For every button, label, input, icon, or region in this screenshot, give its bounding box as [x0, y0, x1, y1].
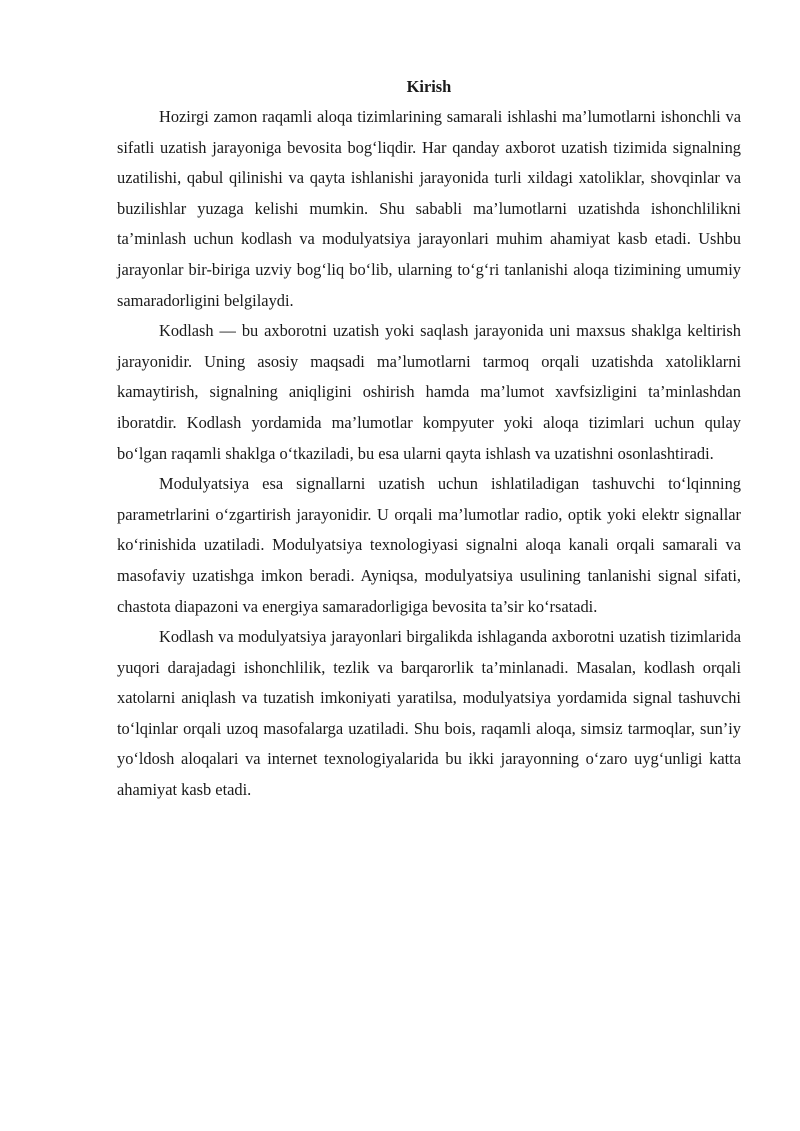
- paragraph-modulation: Modulyatsiya esa signallarni uzatish uchun ishlatiladigan tashuvchi to‘lqinning parametrlarini o‘zgartirish jarayonidir. U orqali ma’lumotlar radio, optik yoki elektr signallar ko‘rinishida uzatiladi. Modulyatsiya texnologiyasi signalni aloqa kanali orqali samarali va masofaviy uzatishga imkon beradi. Ayniqsa, modulyatsiya usulining tanlanishi signal sifati, chastota diapazoni va energiya samaradorligiga bevosita ta’sir ko‘rsatadi.: [117, 474, 741, 616]
- page-title: Kirish: [406, 77, 452, 96]
- paragraph-intro: Hozirgi zamon raqamli aloqa tizimlarining samarali ishlashi ma’lumotlarni ishonchli va sifatli uzatish jarayoniga bevosita bog‘liqdir. Har qanday axborot uzatish tizimida signalning uzatilishi, qabul qilinishi va qayta ishlanishi jarayonida turli xildagi xatoliklar, shovqinlar va buzilishlar yuzaga kelishi mumkin. Shu sababli ma’lumotlarni uzatishda ishonchlilikni ta’minlash uchun kodlash va modulyatsiya jarayonlari muhim ahamiyat kasb etadi. Ushbu jarayonlar bir-biriga uzviy bog‘liq bo‘lib, ularning to‘g‘ri tanlanishi aloqa tizimining umumiy samaradorligini belgilaydi.: [117, 107, 741, 310]
- document-body: [117, 74, 741, 806]
- paragraph-combined: Kodlash va modulyatsiya jarayonlari birgalikda ishlaganda axborotni uzatish tizimlarida yuqori darajadagi ishonchlilik, tezlik va barqarorlik ta’minlanadi. Masalan, kodlash orqali xatolarni aniqlash va tuzatish imkoniyati yaratilsa, modulyatsiya yordamida signal tashuvchi to‘lqinlar orqali uzoq masofalarga uzatiladi. Shu bois, raqamli aloqa, simsiz tarmoqlar, sun’iy yo‘ldosh aloqalari va internet texnologiyalarida bu ikki jarayonning o‘zaro uyg‘unligi katta ahamiyat kasb etadi.: [117, 627, 741, 800]
- paragraph-coding: Kodlash — bu axborotni uzatish yoki saqlash jarayonida uni maxsus shaklga keltirish jarayonidir. Uning asosiy maqsadi ma’lumotlarni tarmoq orqali uzatishda xatoliklarni kamaytirish, signalning aniqligini oshirish hamda ma’lumot xavfsizligini ta’minlashdan iboratdir. Kodlash yordamida ma’lumotlar kompyuter yoki aloqa tizimlari uchun qulay bo‘lgan raqamli shaklga o‘tkaziladi, bu esa ularni qayta ishlash va uzatishni osonlashtiradi.: [117, 321, 741, 463]
